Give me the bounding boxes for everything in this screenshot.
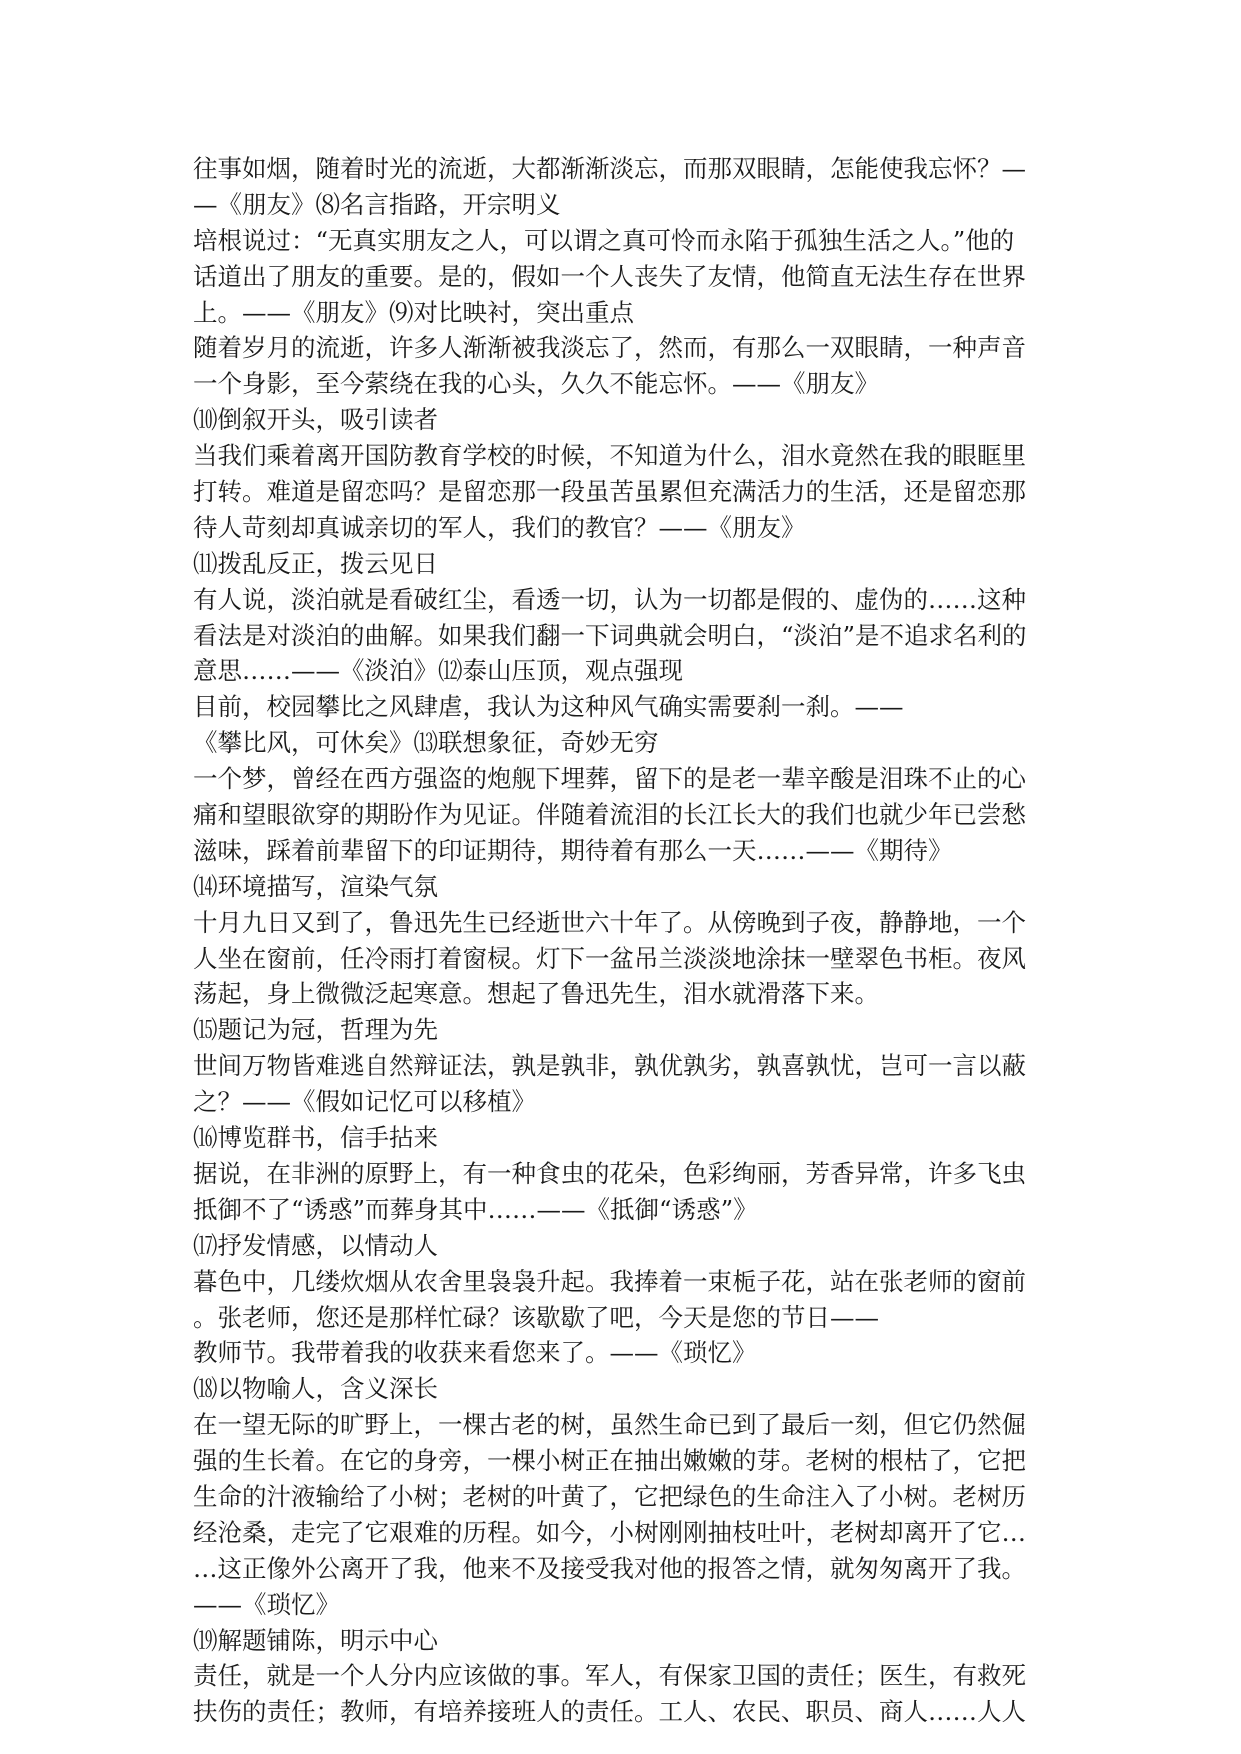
text-line: ⒆解题铺陈，明示中心: [193, 1625, 438, 1655]
text-line: 之？——《假如记忆可以移植》: [193, 1087, 536, 1117]
text-line: 打转。难道是留恋吗？是留恋那一段虽苦虽累但充满活力的生活，还是留恋那: [193, 477, 1026, 507]
text-line: 话道出了朋友的重要。是的，假如一个人丧失了友情，他简直无法生存在世界: [193, 261, 1026, 291]
text-line: 意思……——《淡泊》⑿泰山压顶，观点强现: [193, 656, 683, 686]
text-line: 责任，就是一个人分内应该做的事。军人，有保家卫国的责任；医生，有救死: [193, 1661, 1026, 1691]
text-line: 暮色中，几缕炊烟从农舍里袅袅升起。我捧着一束栀子花，站在张老师的窗前: [193, 1266, 1026, 1296]
text-line: 人坐在窗前，任冷雨打着窗棂。灯下一盆吊兰淡淡地涂抹一壁翠色书柜。夜风: [193, 943, 1026, 973]
text-line: 《攀比风，可休矣》⒀联想象征，奇妙无穷: [193, 728, 659, 758]
text-line: ⑽倒叙开头，吸引读者: [193, 405, 438, 435]
text-line: 滋味，踩着前辈留下的印证期待，期待着有那么一天……——《期待》: [193, 835, 953, 865]
text-line: 看法是对淡泊的曲解。如果我们翻一下词典就会明白，“淡泊”是不追求名利的: [193, 620, 1027, 650]
text-line: 往事如烟，随着时光的流逝，大都渐渐淡忘，而那双眼睛，怎能使我忘怀？—: [193, 154, 1026, 183]
text-line: —《朋友》⑻名言指路，开宗明义: [193, 189, 561, 219]
text-line: 目前，校园攀比之风肆虐，我认为这种风气确实需要刹一刹。——: [193, 692, 904, 722]
text-line: ⒃博览群书，信手拈来: [193, 1123, 438, 1153]
text-line: …这正像外公离开了我，他来不及接受我对他的报答之情，就匆匆离开了我。: [193, 1553, 1026, 1583]
text-line: 培根说过：“无真实朋友之人，可以谓之真可怜而永陷于孤独生活之人。”他的: [193, 225, 1015, 255]
text-line: ⒁环境描写，渲染气氛: [193, 871, 438, 901]
text-line: 上。——《朋友》⑼对比映衬，突出重点: [193, 297, 634, 327]
text-line: ⒄抒发情感，以情动人: [193, 1230, 438, 1260]
text-line: 抵御不了“诱惑”而葬身其中……——《抵御“诱惑”》: [193, 1194, 758, 1224]
text-line: 教师节。我带着我的收获来看您来了。——《琐忆》: [193, 1338, 757, 1368]
text-line: 一个身影，至今萦绕在我的心头，久久不能忘怀。——《朋友》: [193, 369, 879, 399]
text-line: 在一望无际的旷野上，一棵古老的树，虽然生命已到了最后一刻，但它仍然倔: [193, 1410, 1026, 1440]
body-text: [193, 151, 1093, 1730]
text-line: 待人苛刻却真诚亲切的军人，我们的教官？——《朋友》: [193, 512, 806, 542]
text-line: 痛和望眼欲穿的期盼作为见证。伴随着流泪的长江长大的我们也就少年已尝愁: [193, 800, 1026, 830]
text-line: 强的生长着。在它的身旁，一棵小树正在抽出嫩嫩的芽。老树的根枯了，它把: [193, 1446, 1026, 1476]
text-line: 一个梦，曾经在西方强盗的炮舰下埋葬，留下的是老一辈辛酸是泪珠不止的心: [193, 764, 1026, 794]
text-line: 当我们乘着离开国防教育学校的时候，不知道为什么，泪水竟然在我的眼眶里: [193, 441, 1026, 471]
text-line: ——《琐忆》: [193, 1589, 340, 1619]
text-line: 随着岁月的流逝，许多人渐渐被我淡忘了，然而，有那么一双眼睛，一种声音: [193, 333, 1026, 363]
text-line: ⑾拨乱反正，拨云见日: [193, 548, 438, 578]
text-line: 生命的汁液输给了小树；老树的叶黄了，它把绿色的生命注入了小树。老树历: [193, 1481, 1026, 1511]
text-line: 经沧桑，走完了它艰难的历程。如今，小树刚刚抽枝吐叶，老树却离开了它…: [193, 1517, 1026, 1547]
text-line: 扶伤的责任；教师，有培养接班人的责任。工人、农民、职员、商人……人人: [193, 1697, 1026, 1727]
text-line: 十月九日又到了，鲁迅先生已经逝世六十年了。从傍晚到子夜，静静地，一个: [193, 907, 1026, 937]
text-line: ⒂题记为冠，哲理为先: [193, 1015, 438, 1045]
text-line: 。张老师，您还是那样忙碌？该歇歇了吧，今天是您的节日——: [193, 1302, 879, 1332]
text-line: 世间万物皆难逃自然辩证法，孰是孰非，孰优孰劣，孰喜孰忧，岂可一言以蔽: [193, 1051, 1026, 1081]
text-line: ⒅以物喻人，含义深长: [193, 1374, 438, 1404]
text-line: 荡起，身上微微泛起寒意。想起了鲁迅先生，泪水就滑落下来。: [193, 979, 879, 1009]
text-line: 据说，在非洲的原野上，有一种食虫的花朵，色彩绚丽，芳香异常，许多飞虫: [193, 1158, 1026, 1188]
text-line: 有人说，淡泊就是看破红尘，看透一切，认为一切都是假的、虚伪的……这种: [193, 584, 1026, 614]
